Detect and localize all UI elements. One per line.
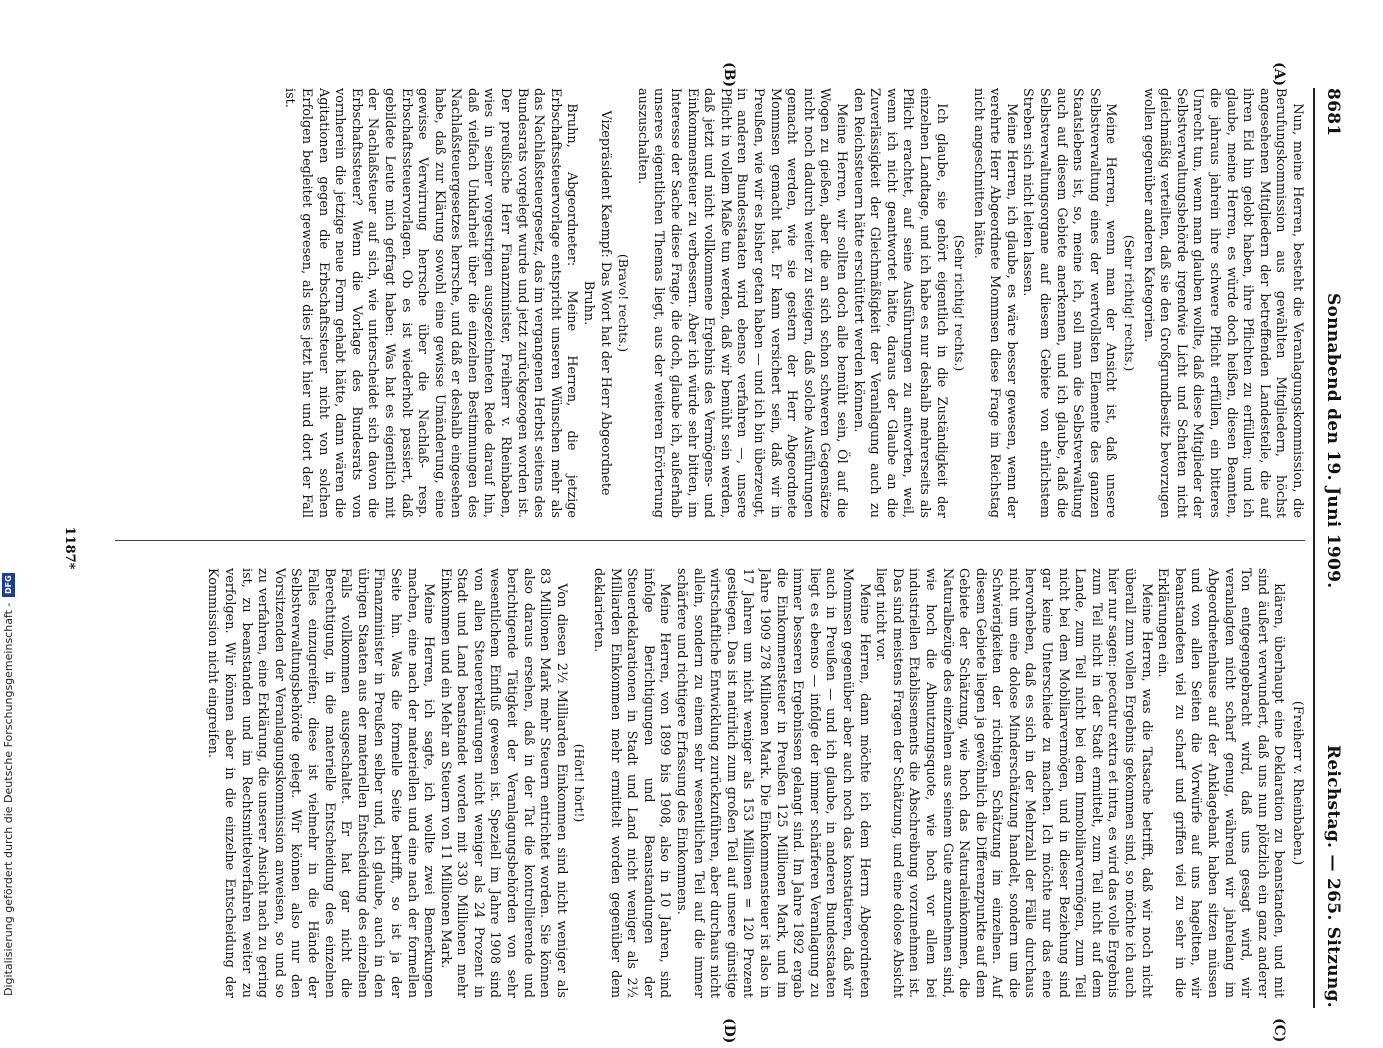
paragraph: Meine Herren, ich sagte, ich wollte zwei Bemerkungen machen, eine nach der materiellen und eine nach der formellen Seite hin. Was die formelle Seite betrifft, so ist ja der Finanzminister in Preußen selber und, ich glaube, auch in den übrigen Staaten aus der materiellen Entscheidung des einzelnen Falls vollkommen ausgeschaltet. Er hat gar nicht die Berechtigung, in die materielle Entscheidung des einzelnen Falles einzugreifen; diese ist vielmehr in die Hände der Selbstverwaltungsbehörde gelegt. Wir können also nur den Vorsitzenden der Veranlagungskommission anweisen, so und so zu verfahren, eine Erklärung, die unserer Ansicht nach zu gering ist, zu beanstanden und im Rechtsmittelverfahren weiter zu verfolgen. Wir können aber in die einzelne Entscheidung der Kommission nicht eingreifen.: [205, 568, 437, 998]
dfg-logo-icon: DFG: [2, 573, 15, 597]
column-divider: [115, 540, 1305, 541]
paragraph: Nun, meine Herren, besteht die Veranlagungskommission, die Berufungskommission aus gewählten Mitgliedern, höchst angesehenen Mitgliedern der betreffenden Landesteile, die auf ihren Eid hin gelobt haben, ihre Pflichten zu erfüllen; und ich glaube, meine Herren, es würde doch heißen, diesen Beamten, die jahraus jahrein ihre schwere Pflicht erfüllen, ein bitteres Unrecht tun, wenn man glauben wollte, daß diese Mitglieder der Selbstverwaltungsbehörde irgendwie Licht und Schatten nicht gleichmäßig verteilten, daß sie den Großgrundbesitz bevorzugen wollen gegenüber anderen Kategorien.: [1140, 88, 1305, 518]
paragraph: Ich glaube, sie gehört eigentlich in die Zuständigkeit der einzelnen Landtage, und ich habe es nur deshalb mehrerseits als Pflicht erachtet, auf seine Ausführungen zu antworten, weil, wenn ich nicht geantwortet hätte, daraus der Glaube an die Zuverlässigkeit der Gleichmäßigkeit der Veranlagung auch zu den Reichssteuern hätte erschüttert werden können.: [850, 88, 949, 518]
column-right-text: [105, 88, 1305, 518]
paragraph: Meine Herren, ich glaube, es wäre besser gewesen, wenn der verehrte Herr Abgeordnete Mommsen diese Frage im Reichstag nicht angeschnitten hätte.: [970, 88, 1019, 518]
margin-marker-c: (C): [1271, 1018, 1287, 1043]
margin-marker-a: (A): [1271, 62, 1287, 87]
page-footer-mark: 1187*: [62, 526, 77, 570]
paragraph: klären, überhaupt eine Deklaration zu beanstanden, und mit sind äußert verwundert, daß uns nun plötzlich ein ganz anderer Ton entgegengebracht wird, daß uns gesagt wird, wir veranlagten nicht scharf genug, während wir jahrelang im Abgeordnetenhause auf der Anklagebank haben sitzen müssen und von allen Seiten die Vorwürfe auf uns hageltten, wir beanstandeten viel zu scharf und griffen viel zu sehr in die Erklärungen ein.: [1155, 568, 1287, 998]
margin-marker-b: (B): [721, 62, 737, 88]
interjection: (Bravo! rechts.): [616, 253, 631, 353]
margin-marker-d: (D): [721, 1018, 737, 1044]
paragraph: Meine Herren, dann möchte ich dem Herrn Abgeordneten Mommsen gegenüber aber auch noch das konstatieren, daß wir auch in Preußen — und ich glaube, in anderen Bundesstaaten liegt es ebenso — infolge der immer schärferen Veranlagung zu immer besseren Ergebnissen gelangt sind. Im Jahre 1892 ergab die Einkommensteuer in Preußen 125 Millionen Mark, und im Jahre 1909 278 Millionen Mark. Die Einkommensteuer ist also in 17 Jahren um nicht weniger als 153 Millionen = 120 Prozent gestiegen. Das ist natürlich zum großen Teil auf unsere günstige wirtschaftliche Entwicklung zurückzuführen, aber durchaus nicht allein, sondern zu einem sehr wesentlichen Teil auf die immer schärfere und richtigere Erfassung des Einkommens.: [674, 568, 872, 998]
credit-text: Digitalisierung gefördert durch die Deutsche Forschungsgemeinschaft -: [2, 602, 15, 996]
paragraph: Meine Herren, was die Tatsache betrifft, daß wir noch nicht überall zum vollen Ergebnis gekommen sind, so möchte ich auch hier nur sagen: peccatur extra et intra, es wird das volle Ergebnis zum Teil nicht in der Stadt ermittelt, zum Teil nicht auf dem Lande, zum Teil nicht bei dem Immobiliarvermögen, zum Teil nicht bei dem Mobiliarvermögen, und in dieser Beziehung sind gar keine Unterschiede zu machen. Ich möchte nur das eine hervorheben, daß es sich in der Mehrzahl der Fälle durchaus nicht um eine dolose Minderschätzung handelt, sondern um die Schwierigkeiten der richtigen Schätzung im einzelnen. Auf diesem Gebiete liegen ja gewöhnlich die Differenzpunkte auf dem Gebiete der Schätzung, wie hoch das Naturaleinkommen, die Naturalbezüge des einzelnen aus seinem Gute anzunehmen sind, wie hoch die Abnutzungsquote, wie hoch vor allem bei industriellen Etablissements die Abschreibung vorzunehmen ist. Das sind meistens Fragen der Schätzung, und eine dolose Absicht liegt nicht vor.: [873, 568, 1154, 998]
paragraph: Meine Herren, von 1899 bis 1908, also in 10 Jahren, sind infolge Berichtigungen und Beanstandungen der Steuerdeklarationen in Stadt und Land nicht weniger als 2½ Milliarden Einkommen mehr ermittelt worden gegenüber dem deklarierten.: [591, 568, 673, 998]
header-title: Reichstag. — 265. Sitzung.: [1323, 744, 1343, 1008]
interjection: (Sehr richtig! rechts.): [952, 234, 967, 372]
paragraph: Meine Herren, wenn man der Ansicht ist, daß unsere Selbstverwaltung eines der wertvollsten Elemente des ganzen Staatslebens ist, so, meine ich, soll man die Selbstverwaltung auch auf diesem Gebiete anerkennen, und ich glaube, daß die Selbstverwaltungsorgane auf diesem Gebiete von ehrlichstem Streben sich nicht leiten lassen.: [1020, 88, 1119, 518]
paragraph: Meine Herren, wir sollten doch alle bemüht sein, Öl auf die Wogen zu gießen, aber die an sich schon schweren Gegensätze nicht noch dadurch weiter zu steigern, daß solche Ausführungen gemacht werden, wie sie gestern der Herr Abgeordnete Mommsen gemacht hat. Er kann versichert sein, daß wir in Preußen, wie wir es bisher getan haben — und ich bin überzeugt, in anderen Bundesstaaten wird ebenso verfahren —, unsere Pflicht in vollem Maße tun werden, daß wir bemüht sein werden, daß jetzt und nicht vollkommene Ergebnis des Vermögens- und Einkommensteuer zu verbessern. Aber ich würde sehr bitten, im Interesse der Sache diese Frage, die doch, glaube ich, außerhalb unseres eigentlichen Themas liegt, aus der weiteren Erörterung auszuschalten.: [634, 88, 849, 518]
interjection: (Hört! hört!): [572, 743, 587, 823]
president-line: Vizepräsident Kaempf: Das Wort hat der Herr Abgeordnete Bruhn.: [581, 110, 613, 496]
rotated-document-page: [27, 48, 1347, 1048]
interjection: (Sehr richtig! rechts.): [1122, 234, 1137, 372]
header-page-number: 8681: [1323, 88, 1343, 137]
page-header: [1323, 88, 1347, 1008]
speaker-head: (Freiherr v. Rheinbaben.): [1290, 700, 1305, 866]
paragraph: Von diesen 2½ Milliarden Einkommen sind nicht weniger als 83 Millionen Mark mehr Steuern entrichtet worden. Sie können also daraus ersehen, daß in der Tat die kontrollierende und berichtigende Tätigkeit der Veranlagungsbehörden von sehr wesentlichem Einfluß gewesen ist. Speziell im Jahre 1908 sind von allen Steuererklärungen nicht weniger als 24 Prozent in Stadt und Land beanstandet worden mit 330 Millionen mehr Einkommen und ein Mehr an Steuern von 11 Millionen Mark.: [437, 568, 569, 998]
paragraph: Bruhn, Abgeordneter: Meine Herren, die jetzige Erbschaftssteuervorlage entspricht unseren Wünschen mehr als das Nachlaßsteuergesetz, das im vergangenen Herbst seitens des Bundesrats vorgelegt wurde und jetzt zurückgezogen worden ist. Der preußische Herr Finanzminister, Freiherr v. Rheinbaben, wies in seiner vorgestrigen ausgezeichneten Rede darauf hin, daß vielfach Unklarheit über die einzelnen Bestimmungen des Nachlaßsteuergesetzes herrsche, und daß er deshalb eingesehen habe, daß zur Klärung sowohl eine gewisse Umänderung, eine gewisse Verwirrung herrsche über die Nachlaß- resp. Erbschaftssteuervorlagen. Ob es ist wiederholt passiert, daß gebildete Leute mich gefragt haben: Was hat es eigentlich mit der Nachlaßsteuer auf sich, wie unterscheidet sich davon die Erbschaftssteuer? Wenn die Vorlage des Bundesrats von vornherein die jetzige neue Form gehabt hätte, dann wären die Agitationen gegen die Erbschaftssteuer nicht von solchen Erfolgen begleitet gewesen, als dies jetzt hier und dort der Fall ist.: [282, 88, 580, 518]
header-rule: [1313, 88, 1315, 1008]
header-date: Sonnabend den 19. Juni 1909.: [1323, 292, 1343, 589]
column-left-text: [105, 568, 1305, 998]
digitization-credit: [2, 573, 15, 996]
